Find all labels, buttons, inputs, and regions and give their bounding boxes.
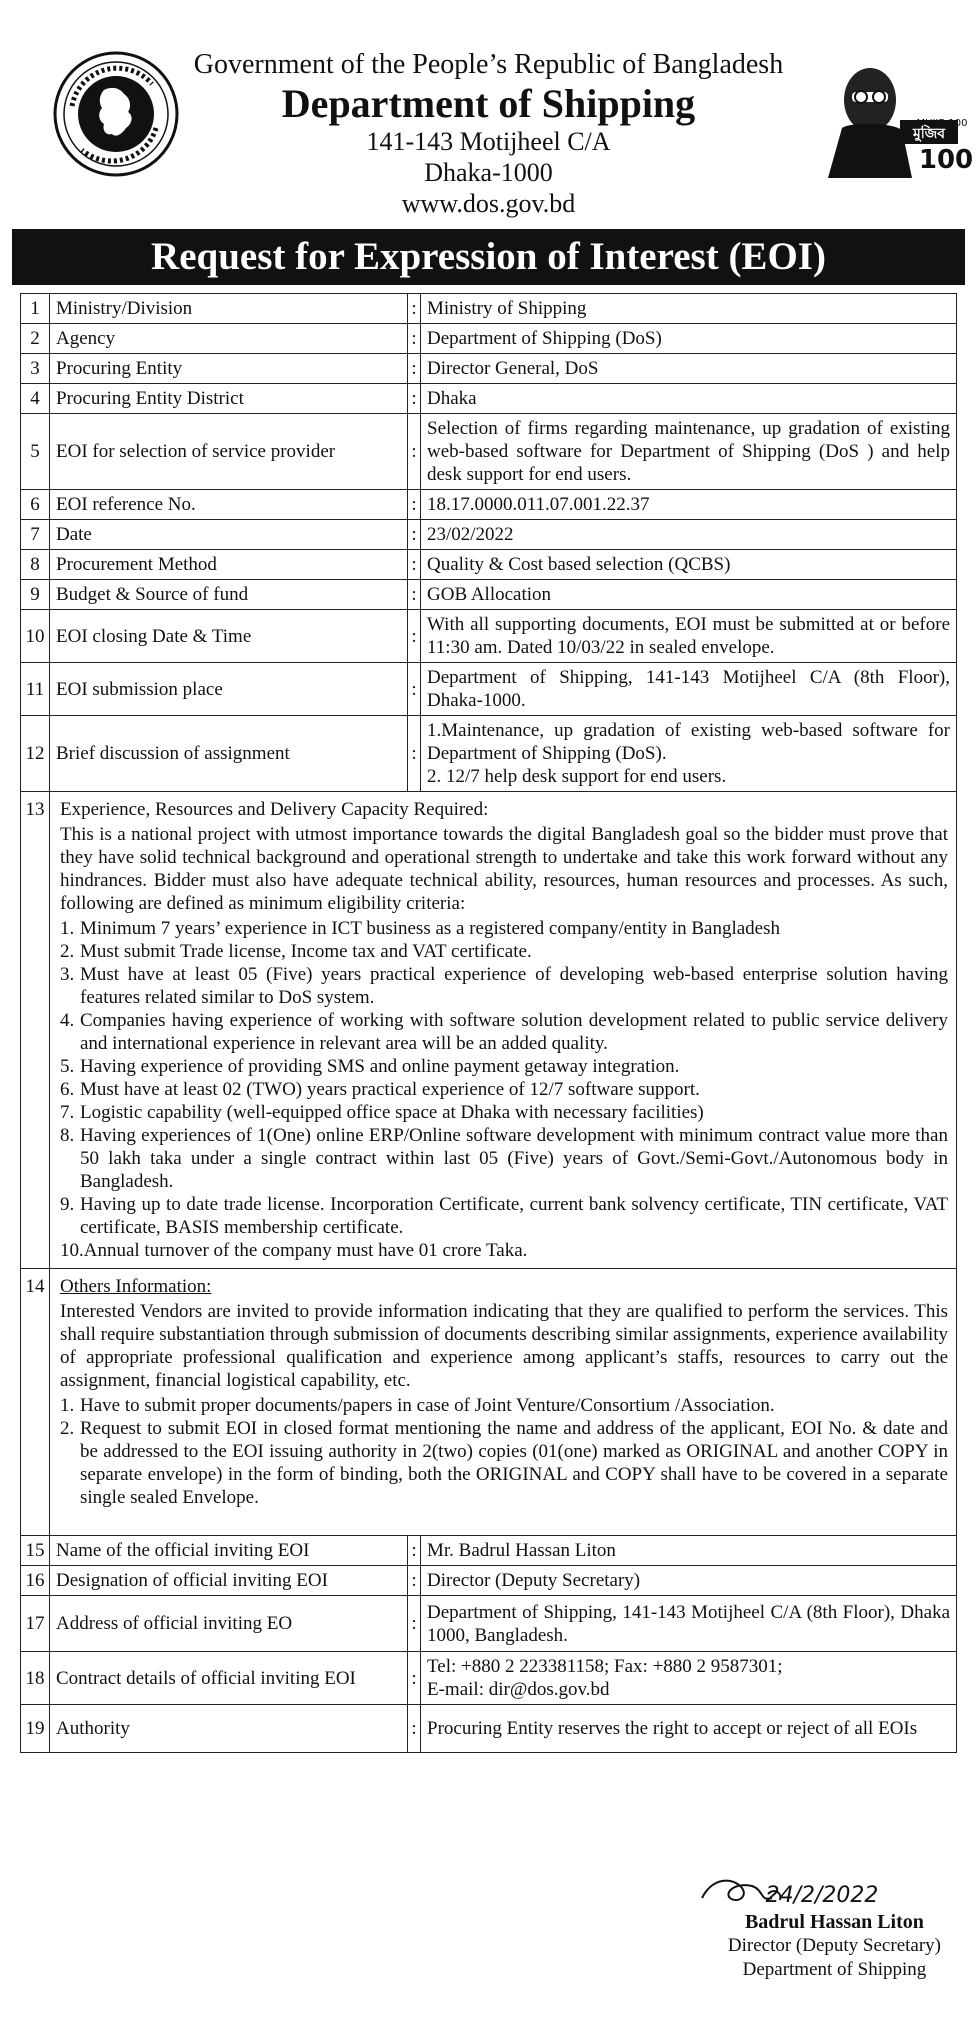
row-value: 23/02/2022 xyxy=(421,520,957,550)
row-value: GOB Allocation xyxy=(421,580,957,610)
list-item-text: Having experiences of 1(One) online ERP/Online software development with minimum contract value more than 50 lakh taka under a single contract within last 05 (Five) years of Govt./Semi-Govt./Autonomous body in Bangladesh. xyxy=(80,1125,948,1192)
row-colon: : xyxy=(408,354,421,384)
row-number: 6 xyxy=(21,490,50,520)
address-line-1: 141-143 Motijheel C/A xyxy=(366,127,611,156)
row-number: 5 xyxy=(21,414,50,490)
table-row xyxy=(21,324,957,354)
row-colon: : xyxy=(408,1596,421,1652)
row-label: Address of official inviting EO xyxy=(50,1596,408,1652)
row-value-line: E-mail: dir@dos.gov.bd xyxy=(427,1679,610,1700)
department-name: Department of Shipping xyxy=(281,81,696,126)
list-item xyxy=(60,963,948,1009)
list-item xyxy=(60,1055,948,1078)
list-item xyxy=(60,940,948,963)
row-colon: : xyxy=(408,663,421,716)
row-value: 18.17.0000.011.07.001.22.37 xyxy=(421,490,957,520)
row-colon: : xyxy=(408,294,421,324)
row-number: 3 xyxy=(21,354,50,384)
row-value: Mr. Badrul Hassan Liton xyxy=(421,1536,957,1566)
row-label: Procuring Entity District xyxy=(50,384,408,414)
section-heading: Experience, Resources and Delivery Capacity Required: xyxy=(60,799,489,820)
list-item xyxy=(60,1239,948,1262)
others-information-section xyxy=(50,1269,957,1536)
row-value-line: 2. 12/7 help desk support for end users. xyxy=(427,766,727,787)
row-number: 10 xyxy=(21,610,50,663)
table-row xyxy=(21,716,957,792)
list-item-text: Minimum 7 years’ experience in ICT business as a registered company/entity in Bangladesh xyxy=(80,918,781,939)
row-value xyxy=(421,716,957,792)
list-item-text: Request to submit EOI in closed format mentioning the name and address of the applicant, EOI No. & date and be addressed to the EOI issuing authority in 2(two) copies (01(one) marked as ORIGINAL and another COPY in separate envelope) in the form of binding, both the ORIGINAL and COPY shall have to be covered in a separate single sealed Envelope. xyxy=(80,1418,948,1508)
row-value: Dhaka xyxy=(421,384,957,414)
row-label: Procurement Method xyxy=(50,550,408,580)
row-colon: : xyxy=(408,324,421,354)
row-value: With all supporting documents, EOI must be submitted at or before 11:30 am. Dated 10/03/22 in sealed envelope. xyxy=(421,610,957,663)
row-number: 8 xyxy=(21,550,50,580)
table-row xyxy=(21,1596,957,1652)
row-number: 18 xyxy=(21,1652,50,1705)
table-row xyxy=(21,610,957,663)
table-row xyxy=(21,414,957,490)
row-value: Ministry of Shipping xyxy=(421,294,957,324)
list-item-text: Logistic capability (well-equipped office space at Dhaka with necessary facilities) xyxy=(80,1102,704,1123)
list-item-number: 6. xyxy=(60,1079,75,1100)
row-colon: : xyxy=(408,610,421,663)
list-item xyxy=(60,917,948,940)
row-value: Director (Deputy Secretary) xyxy=(421,1566,957,1596)
table-row xyxy=(21,384,957,414)
row-number: 2 xyxy=(21,324,50,354)
row-number: 15 xyxy=(21,1536,50,1566)
row-number: 9 xyxy=(21,580,50,610)
row-label: Ministry/Division xyxy=(50,294,408,324)
page-title: Request for Expression of Interest (EOI) xyxy=(12,229,965,285)
row-colon: : xyxy=(408,384,421,414)
row-colon: : xyxy=(408,580,421,610)
list-item-number: 8. xyxy=(60,1125,75,1146)
row-number: 7 xyxy=(21,520,50,550)
list-item xyxy=(60,1417,948,1509)
list-item xyxy=(60,1394,948,1417)
row-colon: : xyxy=(408,1536,421,1566)
svg-text:24/2/2022: 24/2/2022 xyxy=(765,1883,879,1908)
list-item-text: Must have at least 02 (TWO) years practical experience of 12/7 software support. xyxy=(80,1079,700,1100)
section-intro: Interested Vendors are invited to provide information indicating that they are qualified to perform the services. This shall require substantiation through submission of documents describing similar assignments, experience availability of appropriate professional qualification and experience among applicant’s staffs, resources to carry out the assignment, financial logistical capability, etc. xyxy=(60,1301,948,1391)
list-item xyxy=(60,1009,948,1055)
row-colon: : xyxy=(408,1705,421,1753)
list-item-number: 2. xyxy=(60,1418,75,1439)
list-item-number: 1. xyxy=(60,918,75,939)
signatory-block xyxy=(728,1910,941,1982)
table-row xyxy=(21,580,957,610)
handwritten-signature-icon xyxy=(672,1858,962,1918)
eoi-table xyxy=(20,293,957,1753)
list-item-number: 10. xyxy=(60,1240,84,1261)
list-item xyxy=(60,1124,948,1193)
list-item xyxy=(60,1078,948,1101)
row-colon: : xyxy=(408,520,421,550)
list-item-number: 9. xyxy=(60,1194,75,1215)
row-number: 16 xyxy=(21,1566,50,1596)
list-item-text: Having up to date trade license. Incorporation Certificate, current bank solvency certificate, TIN certificate, VAT certificate, BASIS membership certificate. xyxy=(80,1194,948,1238)
table-row xyxy=(21,792,957,1269)
row-label: EOI for selection of service provider xyxy=(50,414,408,490)
row-value: Department of Shipping, 141-143 Motijheel C/A (8th Floor), Dhaka-1000. xyxy=(421,663,957,716)
mujib-100-portrait-icon xyxy=(812,56,974,178)
row-value: Selection of firms regarding maintenance, up gradation of existing web-based software for Department of Shipping (DoS ) and help desk support for end users. xyxy=(421,414,957,490)
section-heading: Others Information: xyxy=(60,1276,212,1297)
list-item-text: Having experience of providing SMS and online payment getaway integration. xyxy=(80,1056,680,1077)
row-number: 17 xyxy=(21,1596,50,1652)
list-item-number: 5. xyxy=(60,1056,75,1077)
list-item-text: Companies having experience of working with software solution development related to public service delivery and international experience in relevant area will be an added quality. xyxy=(80,1010,948,1054)
row-label: Designation of official inviting EOI xyxy=(50,1566,408,1596)
table-row xyxy=(21,1705,957,1753)
table-row xyxy=(21,663,957,716)
signatory-designation: Director (Deputy Secretary) xyxy=(727,1935,941,1956)
row-value: Department of Shipping (DoS) xyxy=(421,324,957,354)
list-item-text: Must have at least 05 (Five) years practical experience of developing web-based enterprise solution having features related similar to DoS system. xyxy=(80,964,948,1008)
row-label: Authority xyxy=(50,1705,408,1753)
table-row xyxy=(21,294,957,324)
row-value: Department of Shipping, 141-143 Motijheel C/A (8th Floor), Dhaka 1000, Bangladesh. xyxy=(421,1596,957,1652)
svg-text:100: 100 xyxy=(918,145,974,175)
list-item-text: Have to submit proper documents/papers in case of Joint Venture/Consortium /Association. xyxy=(80,1395,775,1416)
row-colon: : xyxy=(408,550,421,580)
row-label: Brief discussion of assignment xyxy=(50,716,408,792)
row-label: Date xyxy=(50,520,408,550)
table-row xyxy=(21,1566,957,1596)
row-value-line: 1.Maintenance, up gradation of existing web-based software for Department of Shipping (DoS). xyxy=(427,720,950,764)
website: www.dos.gov.bd xyxy=(401,189,576,218)
table-row xyxy=(21,354,957,384)
row-number: 1 xyxy=(21,294,50,324)
list-item-number: 3. xyxy=(60,964,75,985)
list-item xyxy=(60,1101,948,1124)
table-row xyxy=(21,520,957,550)
row-label: Contract details of official inviting EOI xyxy=(50,1652,408,1705)
row-colon: : xyxy=(408,414,421,490)
row-value: Procuring Entity reserves the right to accept or reject of all EOIs xyxy=(421,1705,957,1753)
list-item-number: 7. xyxy=(60,1102,75,1123)
row-colon: : xyxy=(408,716,421,792)
section-intro: This is a national project with utmost importance towards the digital Bangladesh goal so the bidder must prove that they have solid technical background and operational strength to undertake and take this work forward without any hindrances. Bidder must also have adequate technical ability, resources, human resources and processes. As such, following are defined as minimum eligibility criteria: xyxy=(60,824,948,914)
signatory-office: Department of Shipping xyxy=(742,1959,927,1980)
table-row xyxy=(21,1269,957,1536)
row-value: Director General, DoS xyxy=(421,354,957,384)
row-label: Budget & Source of fund xyxy=(50,580,408,610)
list-item-number: 2. xyxy=(60,941,75,962)
row-number: 12 xyxy=(21,716,50,792)
row-colon: : xyxy=(408,490,421,520)
row-number: 19 xyxy=(21,1705,50,1753)
row-value-line: Tel: +880 2 223381158; Fax: +880 2 9587301; xyxy=(427,1656,783,1677)
svg-text:মুজিব: মুজিব xyxy=(912,126,946,142)
table-row xyxy=(21,550,957,580)
row-number: 4 xyxy=(21,384,50,414)
row-colon: : xyxy=(408,1566,421,1596)
address-line-2: Dhaka-1000 xyxy=(424,158,553,187)
table-row xyxy=(21,490,957,520)
table-row xyxy=(21,1652,957,1705)
list-item-number: 1. xyxy=(60,1395,75,1416)
row-number: 11 xyxy=(21,663,50,716)
eoi-notice xyxy=(12,12,974,2017)
signatory-name: Badrul Hassan Liton xyxy=(744,1911,924,1933)
row-label: Agency xyxy=(50,324,408,354)
letterhead xyxy=(12,12,974,227)
list-item-number: 4. xyxy=(60,1010,75,1031)
row-colon: : xyxy=(408,1652,421,1705)
list-item xyxy=(60,1193,948,1239)
government-title: Government of the People’s Republic of Bangladesh xyxy=(193,49,784,80)
row-label: Name of the official inviting EOI xyxy=(50,1536,408,1566)
row-label: Procuring Entity xyxy=(50,354,408,384)
row-value: Quality & Cost based selection (QCBS) xyxy=(421,550,957,580)
row-number: 14 xyxy=(21,1269,50,1536)
row-number: 13 xyxy=(21,792,50,1269)
list-item-text: Annual turnover of the company must have 01 crore Taka. xyxy=(83,1240,528,1261)
row-label: EOI reference No. xyxy=(50,490,408,520)
table-row xyxy=(21,1536,957,1566)
svg-text:MUJIB 100: MUJIB 100 xyxy=(916,118,968,129)
row-label: EOI closing Date & Time xyxy=(50,610,408,663)
eligibility-section xyxy=(50,792,957,1269)
row-value xyxy=(421,1652,957,1705)
row-label: EOI submission place xyxy=(50,663,408,716)
list-item-text: Must submit Trade license, Income tax and VAT certificate. xyxy=(80,941,532,962)
